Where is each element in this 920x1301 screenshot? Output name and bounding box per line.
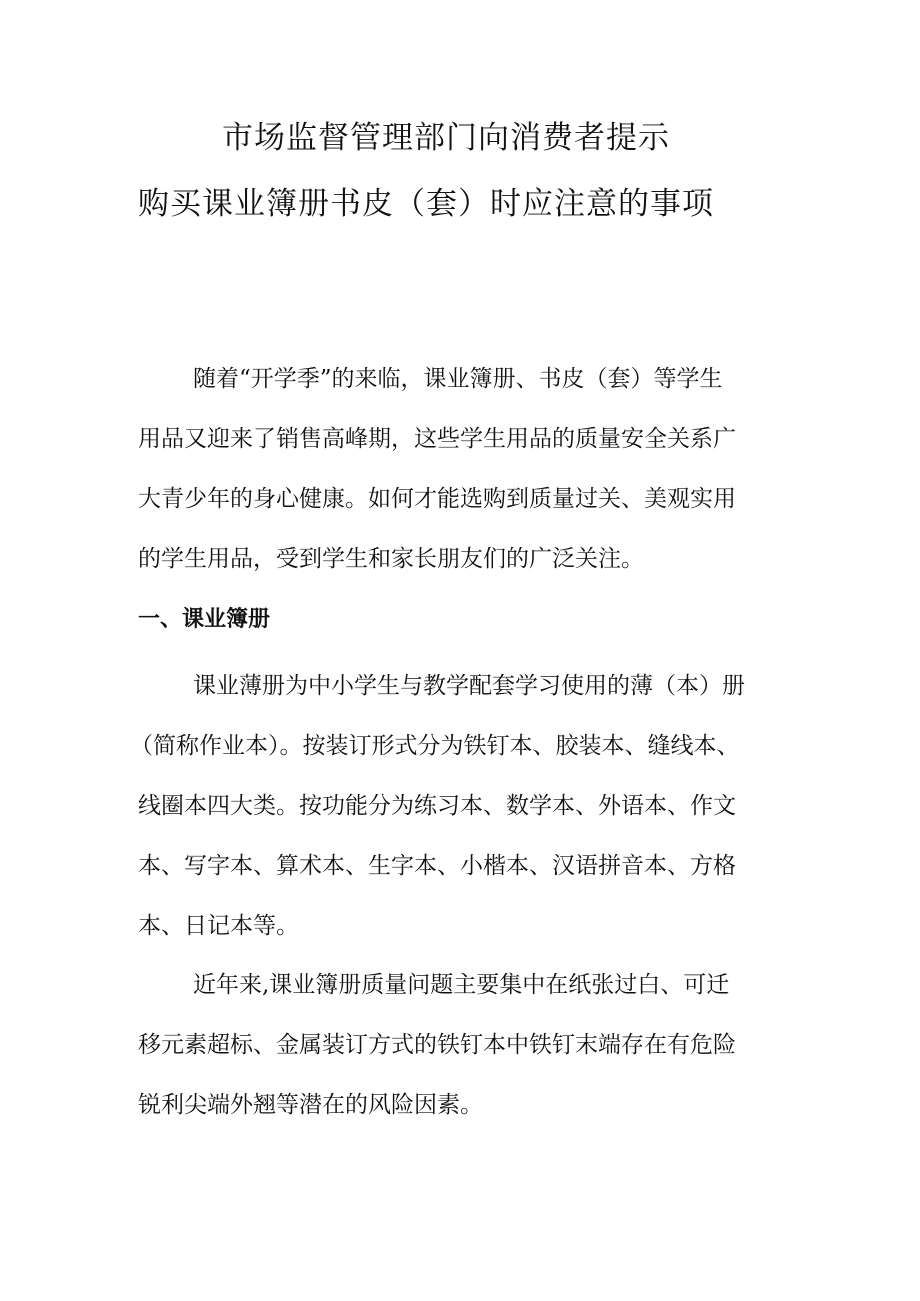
document-title-line-2: 购买课业簿册书皮（套）时应注意的事项 (138, 186, 714, 222)
paragraph-line: 锐利尖端外翘等潜在的风险因素。 (138, 1092, 483, 1118)
document-title-line-1: 市场监督管理部门向消费者提示 (222, 120, 670, 156)
paragraph-line: 用品又迎来了销售高峰期，这些学生用品的质量安全关系广 (138, 426, 736, 452)
paragraph-line: 课业薄册为中小学生与教学配套学习使用的薄（本）册 (193, 673, 745, 699)
paragraph-line: 近年来,课业簿册质量问题主要集中在纸张过白、可迁 (193, 972, 730, 998)
intro-paragraph (138, 349, 808, 589)
exercise-books-quality-paragraph (138, 955, 808, 1135)
paragraph-line: 本、日记本等。 (138, 913, 299, 939)
paragraph-line: 的学生用品，受到学生和家长朋友们的广泛关注。 (138, 546, 644, 572)
paragraph-line: 本、写字本、算术本、生字本、小楷本、汉语拼音本、方格 (138, 853, 736, 879)
paragraph-line: （简称作业本）。按装订形式分为铁钉本、胶装本、缝线本、 (130, 733, 740, 759)
exercise-books-definition-paragraph (130, 656, 808, 956)
paragraph-line: 线圈本四大类。按功能分为练习本、数学本、外语本、作文 (138, 793, 736, 819)
section-heading-exercise-books: 一、课业簿册 (138, 607, 271, 632)
paragraph-line: 随着“开学季”的来临，课业簿册、书皮（套）等学生 (193, 366, 723, 392)
paragraph-line: 移元素超标、金属装订方式的铁钉本中铁钉末端存在有危险 (138, 1032, 736, 1058)
paragraph-line: 大青少年的身心健康。如何才能选购到质量过关、美观实用 (138, 486, 736, 512)
